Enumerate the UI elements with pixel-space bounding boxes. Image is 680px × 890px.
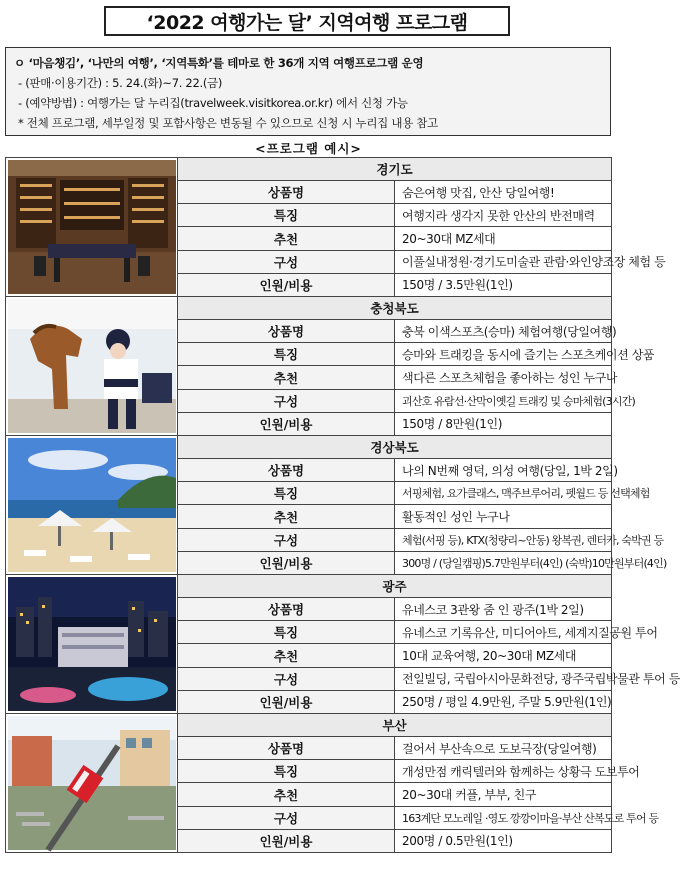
label-people-cost: 인원/비용 bbox=[178, 829, 395, 852]
label-composition: 구성 bbox=[178, 250, 395, 273]
region-header-busan: 부산 bbox=[178, 714, 612, 737]
value-feature: 개성만점 캐릭텔러와 함께하는 상황극 도보투어 bbox=[395, 760, 612, 783]
program-photo-busan bbox=[6, 714, 178, 853]
value-recommend: 20~30대 커플, 부부, 친구 bbox=[395, 783, 612, 806]
table-row bbox=[6, 436, 612, 459]
value-recommend: 20~30대 MZ세대 bbox=[395, 227, 612, 250]
value-feature: 여행지라 생각지 못한 안산의 반전매력 bbox=[395, 204, 612, 227]
label-recommend: 추천 bbox=[178, 644, 395, 667]
program-photo-gwangju bbox=[6, 575, 178, 714]
program-table bbox=[5, 157, 680, 853]
program-photo-gyeongbuk bbox=[6, 436, 178, 575]
label-feature: 특징 bbox=[178, 760, 395, 783]
label-product: 상품명 bbox=[178, 320, 395, 343]
intro-period: - (판매·이용기간) : 5. 24.(화)~7. 22.(금) bbox=[18, 76, 223, 90]
table-row bbox=[6, 158, 612, 181]
label-feature: 특징 bbox=[178, 343, 395, 366]
table-row bbox=[6, 575, 612, 598]
table-row bbox=[6, 297, 612, 320]
label-people-cost: 인원/비용 bbox=[178, 690, 395, 713]
label-recommend: 추천 bbox=[178, 783, 395, 806]
label-product: 상품명 bbox=[178, 737, 395, 760]
intro-note: * 전체 프로그램, 세부일정 및 포함사항은 변동될 수 있으므로 신청 시 누리집 내용 참고 bbox=[18, 116, 438, 130]
program-photo-gyeonggi bbox=[6, 158, 178, 297]
table-row bbox=[6, 714, 612, 737]
value-product: 충북 이색스포츠(승마) 체험여행(당일여행) bbox=[395, 320, 612, 343]
value-feature: 승마와 트래킹을 동시에 즐기는 스포츠케이션 상품 bbox=[395, 343, 612, 366]
label-people-cost: 인원/비용 bbox=[178, 551, 395, 574]
intro-reservation: - (예약방법) : 여행가는 달 누리집(travelweek.visitkorea.or.kr) 에서 신청 가능 bbox=[18, 96, 408, 110]
label-composition: 구성 bbox=[178, 667, 395, 690]
value-feature: 유네스코 기록유산, 미디어아트, 세계지질공원 투어 bbox=[395, 621, 612, 644]
label-recommend: 추천 bbox=[178, 366, 395, 389]
label-composition: 구성 bbox=[178, 806, 395, 829]
value-feature: 서핑체험, 요가클래스, 맥주브루어리, 펫월드 등 선택체험 bbox=[395, 482, 612, 505]
city-night-photo bbox=[8, 577, 176, 711]
value-recommend: 색다른 스포츠체험을 좋아하는 성인 누구나 bbox=[395, 366, 612, 389]
value-recommend: 활동적인 성인 누구나 bbox=[395, 505, 612, 528]
value-composition: 이풀실내정원·경기도미술관 관람·와인양조장 체험 등 bbox=[395, 250, 612, 273]
region-header-gwangju: 광주 bbox=[178, 575, 612, 598]
value-people-cost: 150명 / 8만원(1인) bbox=[395, 412, 612, 435]
label-people-cost: 인원/비용 bbox=[178, 412, 395, 435]
label-feature: 특징 bbox=[178, 621, 395, 644]
monorail-photo bbox=[8, 716, 176, 850]
label-feature: 특징 bbox=[178, 482, 395, 505]
label-composition: 구성 bbox=[178, 528, 395, 551]
value-product: 유네스코 3관왕 줌 인 광주(1박 2일) bbox=[395, 598, 612, 621]
label-composition: 구성 bbox=[178, 389, 395, 412]
label-product: 상품명 bbox=[178, 459, 395, 482]
label-recommend: 추천 bbox=[178, 227, 395, 250]
value-product: 숨은여행 맛집, 안산 당일여행! bbox=[395, 181, 612, 204]
value-people-cost: 250명 / 평일 4.9만원, 주말 5.9만원(1인) bbox=[395, 690, 612, 713]
value-composition: 체험(서핑 등), KTX(청량리~안동) 왕복권, 렌터카, 숙박권 등 bbox=[395, 528, 612, 551]
label-recommend: 추천 bbox=[178, 505, 395, 528]
value-composition: 전일빌딩, 국립아시아문화전당, 광주국립박물관 투어 등 bbox=[395, 667, 612, 690]
value-composition: 163계단 모노레일 ·영도 깡깡이마을·부산 산복도로 투어 등 bbox=[395, 806, 612, 829]
value-people-cost: 200명 / 0.5만원(1인) bbox=[395, 829, 612, 852]
examples-heading: <프로그램 예시> bbox=[255, 141, 362, 156]
region-header-gyeonggi: 경기도 bbox=[178, 158, 612, 181]
beach-photo bbox=[8, 438, 176, 572]
horse-riding-photo bbox=[8, 299, 176, 433]
program-photo-chungbuk bbox=[6, 297, 178, 436]
intro-box bbox=[5, 47, 611, 136]
label-product: 상품명 bbox=[178, 181, 395, 204]
label-feature: 특징 bbox=[178, 204, 395, 227]
label-product: 상품명 bbox=[178, 598, 395, 621]
value-people-cost: 300명 / (당일캠핑)5.7만원부터(4인) (숙박)10만원부터(4인) bbox=[395, 551, 612, 574]
wine-cellar-photo bbox=[8, 160, 176, 294]
value-recommend: 10대 교육여행, 20~30대 MZ세대 bbox=[395, 644, 612, 667]
value-composition: 괴산호 유람선·산막이옛길 트래킹 및 승마체험(3시간) bbox=[395, 389, 612, 412]
region-header-gyeongbuk: 경상북도 bbox=[178, 436, 612, 459]
intro-summary: ㅇ ‘마음챙김’, ‘나만의 여행’, ‘지역특화’를 테마로 한 36개 지역 여행프로그램 운영 bbox=[14, 56, 424, 70]
region-header-chungbuk: 충청북도 bbox=[178, 297, 612, 320]
page-title: ‘2022 여행가는 달’ 지역여행 프로그램 bbox=[104, 6, 510, 36]
value-product: 걸어서 부산속으로 도보극장(당일여행) bbox=[395, 737, 612, 760]
value-product: 나의 N번째 영덕, 의성 여행(당일, 1박 2일) bbox=[395, 459, 612, 482]
label-people-cost: 인원/비용 bbox=[178, 273, 395, 296]
value-people-cost: 150명 / 3.5만원(1인) bbox=[395, 273, 612, 296]
